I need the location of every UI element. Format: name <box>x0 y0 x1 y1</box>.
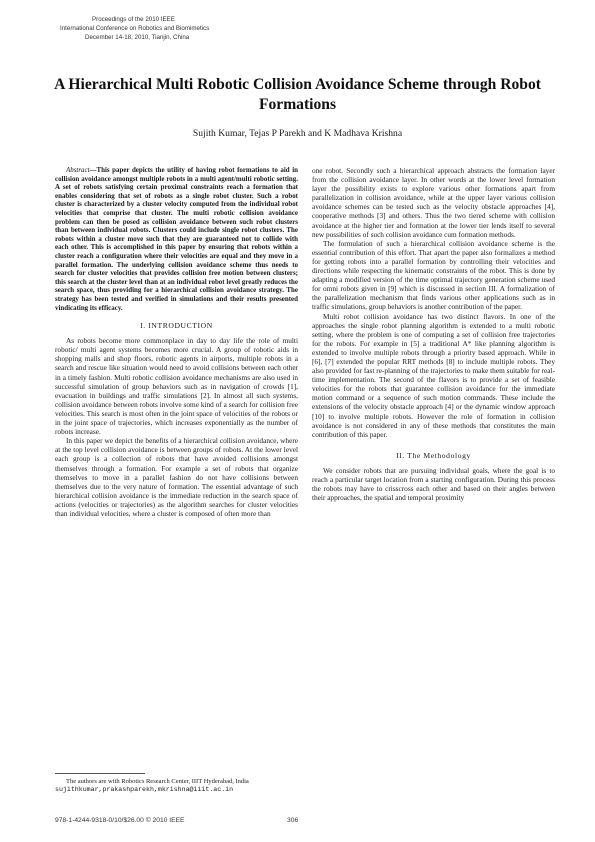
abstract <box>55 166 298 312</box>
isbn-copyright: 978-1-4244-9318-0/10/$26.00 © 2010 IEEE <box>55 817 185 824</box>
paper-title: A Hierarchical Multi Robotic Collision Avoidance Scheme through Robot Formations <box>54 76 541 113</box>
footnote <box>55 778 305 795</box>
intro-paragraph: As robots become more commonplace in day to day life the role of multi robotic/ multi agent systems becomes more crucial. A group of robotic aids in shopping malls and shop floors, robotic agents in airports, multiple robots in a search and rescue like situation would need to avoid collisions between each other in a timely fashion. Multi robotic collision avoidance mechanisms are also used in successful simulation of group behaviors such as in navigation of crowds [1], evacuation in buildings and traffic simulations [2]. In almost all such systems, collision avoidance between robots involve some kind of a search for collision free velocities. This search is most often in the joint space of velocities of the robots or in the joint space of trajectories, which increases exponentially as the number of robots increase. <box>55 336 298 437</box>
conference-line1: Proceedings of the 2010 IEEE <box>92 16 175 23</box>
conference-header <box>60 15 300 42</box>
footnote-rule <box>55 773 145 774</box>
section-heading-introduction: I. INTRODUCTION <box>140 321 213 331</box>
section-heading-methodology: II. The Methodology <box>396 450 471 460</box>
intro-paragraph: In this paper we depict the benefits of a hierarchical collision avoidance, where at the top level collision avoidance is between groups of robots. At the lower level each group is a collection of robots that have avoided collisions amongst themselves through a formation. For example a set of robots that organize themselves to move in a parallel fashion do not have collisions between themselves due to the very nature of formation. The essential advantage of such hierarchical collision avoidance is the immediate reduction in the search space of actions (velocities or trajectories) as the algorithm searches for cluster velocities than individual velocities, where a cluster is composed of often more than <box>55 436 298 518</box>
left-column <box>55 166 298 518</box>
paper-authors: Sujith Kumar, Tejas P Parekh and K Madhava Krishna <box>192 128 403 139</box>
conference-line3: December 14-18, 2010, Tianjin, China <box>85 34 190 41</box>
body-paragraph: one robot. Secondly such a hierarchical approach abstracts the formation layer from the collision avoidance layer. In other words at the lower level formation layer the possibility exists to explore various other formations apart from parallelization in collision avoidance, while at the upper layer various collision avoidance schemes can be tested such as the velocity obstacle approaches [4], cooperative methods [3] and others. Thus the two tiered scheme with collision avoidance at the higher tier and formation at the lower tier lends itself to several new possibilities of such collision avoidance cum formation methods. <box>312 166 555 239</box>
page-number: 306 <box>287 817 299 824</box>
body-paragraph: Multi robot collision avoidance has two distinct flavors. In one of the approaches the single robot planning algorithm is extended to a multi robotic setting, where the problem is one of computing a set of collision free trajectories for the robots. For example in [5] a traditional A* like planning algorithm is extended to involve multiple robots through a priority based approach. While in [6], [7] extended the popular RRT methods [8] to include multiple robots. They also provided for fast re-planning of the trajectories to make them suitable for real-time implementation. The second of the flavors is to provide a set of feasible velocities for the robots that guarantee collision avoidance for the immediate motion command or a sequence of such motion commands. These include the extensions of the velocity obstacle approach [4] or the dynamic window approach [10] to involve multiple robots. However the role of formation in collision avoidance is not considered in any of these methods that constitutes the main contribution of this paper. <box>312 311 555 439</box>
methodology-paragraph: We consider robots that are pursuing individual goals, where the goal is to reach a particular target location from a starting configuration. During this process the robots may have to crisscross each other and based on their angles between their approaches, the spatial and temporal proximity <box>312 465 555 503</box>
footnote-text: The authors are with Robotics Research Center, IIIT Hyderabad, India <box>66 778 249 785</box>
abstract-label: Abstract <box>66 166 90 174</box>
footnote-emails: sujithkumar,prakashparekh,mkrishna@iiit.ac.in <box>55 786 234 794</box>
right-column <box>312 166 555 502</box>
abstract-text: —This paper depicts the utility of having robot formations to aid in collision avoidance amongst multiple robots in a multi agent/multi robotic setting. A set of robots satisfying certain proximal constraints reach a formation that enables considering that set of robots as a single robot cluster. Such a robot cluster is characterized by a cluster velocity computed from the individual robot velocities that comprise that cluster. The multi robotic collision avoidance problem can then be posed as collision avoidance between such robot clusters than between individual robots. Clusters could include single robot clusters. The robots within a cluster move such that they are guaranteed not to collide with each other. This is accomplished in this paper by ensuring that robots within a cluster reach a configuration where their velocities are equal and they move in a parallel formation. The underlying collision avoidance scheme thus needs to search for cluster velocities that provides collision free motion between clusters; this search at the cluster level than at an individual robot level greatly reduces the search space, thus providing for a hierarchical collision avoidance strategy. The strategy has been tested and verified in simulations and their results presented vindicating its efficacy. <box>55 166 298 312</box>
conference-line2: International Conference on Robotics and Biomimetics <box>60 25 210 32</box>
body-paragraph: The formulation of such a hierarchical collision avoidance scheme is the essential contribution of this effort. That apart the paper also formalizes a method for getting robots into a parallel formation by controlling their velocities and directions while respecting the kinematic constraints of the robot. This is done by adapting a modified version of the time optimal trajectory generation scheme used for omni robots given in [9] which is discussed in section III. A formalization of the parallelization mechanism that finds various other applications such as in traffic simulations, group behaviors is another contribution of the paper. <box>312 238 555 312</box>
